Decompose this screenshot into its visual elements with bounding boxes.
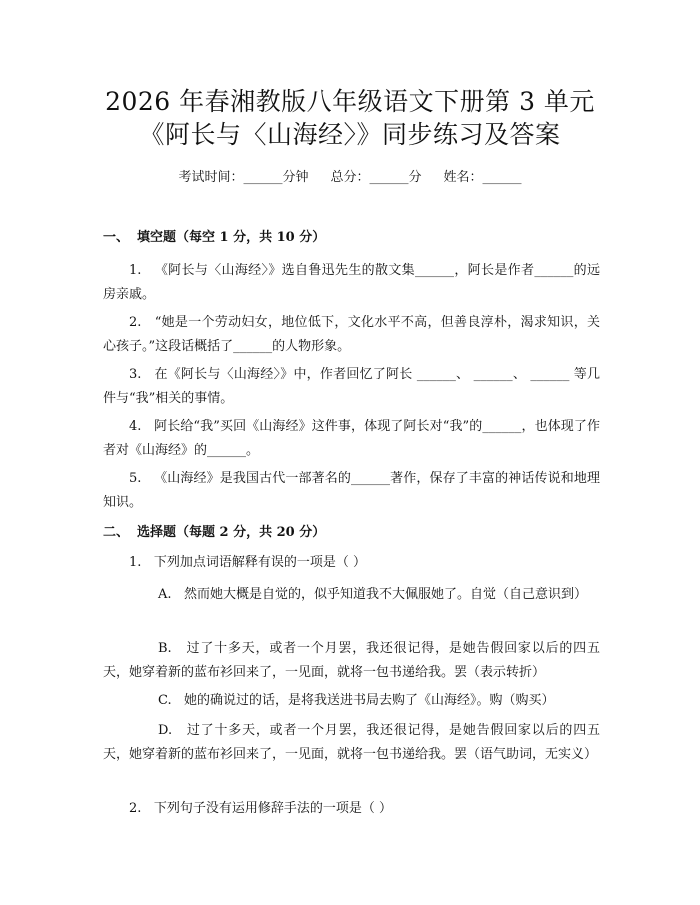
- option-d: [103, 719, 600, 767]
- question-item: [103, 259, 600, 307]
- question-text: 《山海经》是我国古代一部著名的______著作，保存了丰富的神话传说和地理知识。: [103, 471, 600, 510]
- question-text: 下列加点词语解释有误的一项是（ ）: [153, 555, 366, 570]
- question-number: 3.: [129, 367, 142, 382]
- question-number: 5.: [129, 471, 142, 486]
- option-c: [103, 689, 600, 713]
- question-text: “她是一个劳动妇女，地位低下，文化水平不高，但善良淳朴，渴求知识，关心孩子。”这段话概括了______的人物形象。: [103, 315, 600, 354]
- option-label: D.: [158, 723, 173, 738]
- question-number: 4.: [129, 419, 142, 434]
- option-text: 过了十多天，或者一个月罢，我还很记得，是她告假回家以后的四五天，她穿着新的蓝布衫回来了，一见面，就将一包书递给我。罢（语气助词，无实义）: [103, 723, 600, 762]
- option-text: 过了十多天，或者一个月罢，我还很记得，是她告假回家以后的四五天，她穿着新的蓝布衫回来了，一见面，就将一包书递给我。罢（表示转折）: [103, 641, 600, 680]
- option-b: [103, 637, 600, 685]
- section-title: 填空题（每空 1 分，共 10 分）: [137, 230, 326, 245]
- question-item: [103, 311, 600, 359]
- section-number: 二、: [103, 525, 130, 540]
- question-number: 1.: [129, 263, 142, 278]
- question-number: 2.: [129, 315, 142, 330]
- question-number: 2.: [129, 801, 142, 816]
- question-stem: [103, 797, 600, 821]
- exam-info-line: [0, 169, 700, 187]
- section-number: 一、: [103, 230, 130, 245]
- question-text: 在《阿长与〈山海经〉》中，作者回忆了阿长 ______、 ______、 ______ 等几件与“我”相关的事情。: [103, 367, 600, 406]
- question-text: 阿长给“我”买回《山海经》这件事，体现了阿长对“我”的______，也体现了作者对《山海经》的______。: [103, 419, 600, 458]
- question-stem: [103, 551, 600, 575]
- question-item: [103, 415, 600, 463]
- document-title-line2: 《阿长与〈山海经〉》同步练习及答案: [139, 120, 561, 149]
- section-heading-fill-in: [103, 229, 603, 247]
- document-title-line1: 2026 年春湘教版八年级语文下册第 3 单元: [105, 87, 595, 116]
- question-item: [103, 467, 600, 515]
- question-number: 1.: [129, 555, 142, 570]
- option-label: B.: [158, 641, 172, 656]
- option-a: [103, 583, 600, 607]
- option-label: C.: [158, 693, 172, 708]
- section-title: 选择题（每题 2 分，共 20 分）: [137, 525, 326, 540]
- total-score: 总分：______分: [330, 170, 422, 185]
- option-text: 她的确说过的话，是将我送进书局去购了《山海经》。购（购买）: [184, 693, 555, 708]
- question-text: 下列句子没有运用修辞手法的一项是（ ）: [153, 801, 392, 816]
- option-label: A.: [158, 587, 172, 602]
- option-text: 然而她大概是自觉的，似乎知道我不大佩服她了。自觉（自己意识到）: [183, 587, 587, 602]
- student-name: 姓名：______: [443, 170, 522, 185]
- exam-time: 考试时间：______分钟: [178, 170, 309, 185]
- section-heading-multiple-choice: [103, 524, 603, 542]
- question-text: 《阿长与〈山海经〉》选自鲁迅先生的散文集______，阿长是作者______的远房亲戚。: [103, 263, 600, 302]
- question-item: [103, 363, 600, 411]
